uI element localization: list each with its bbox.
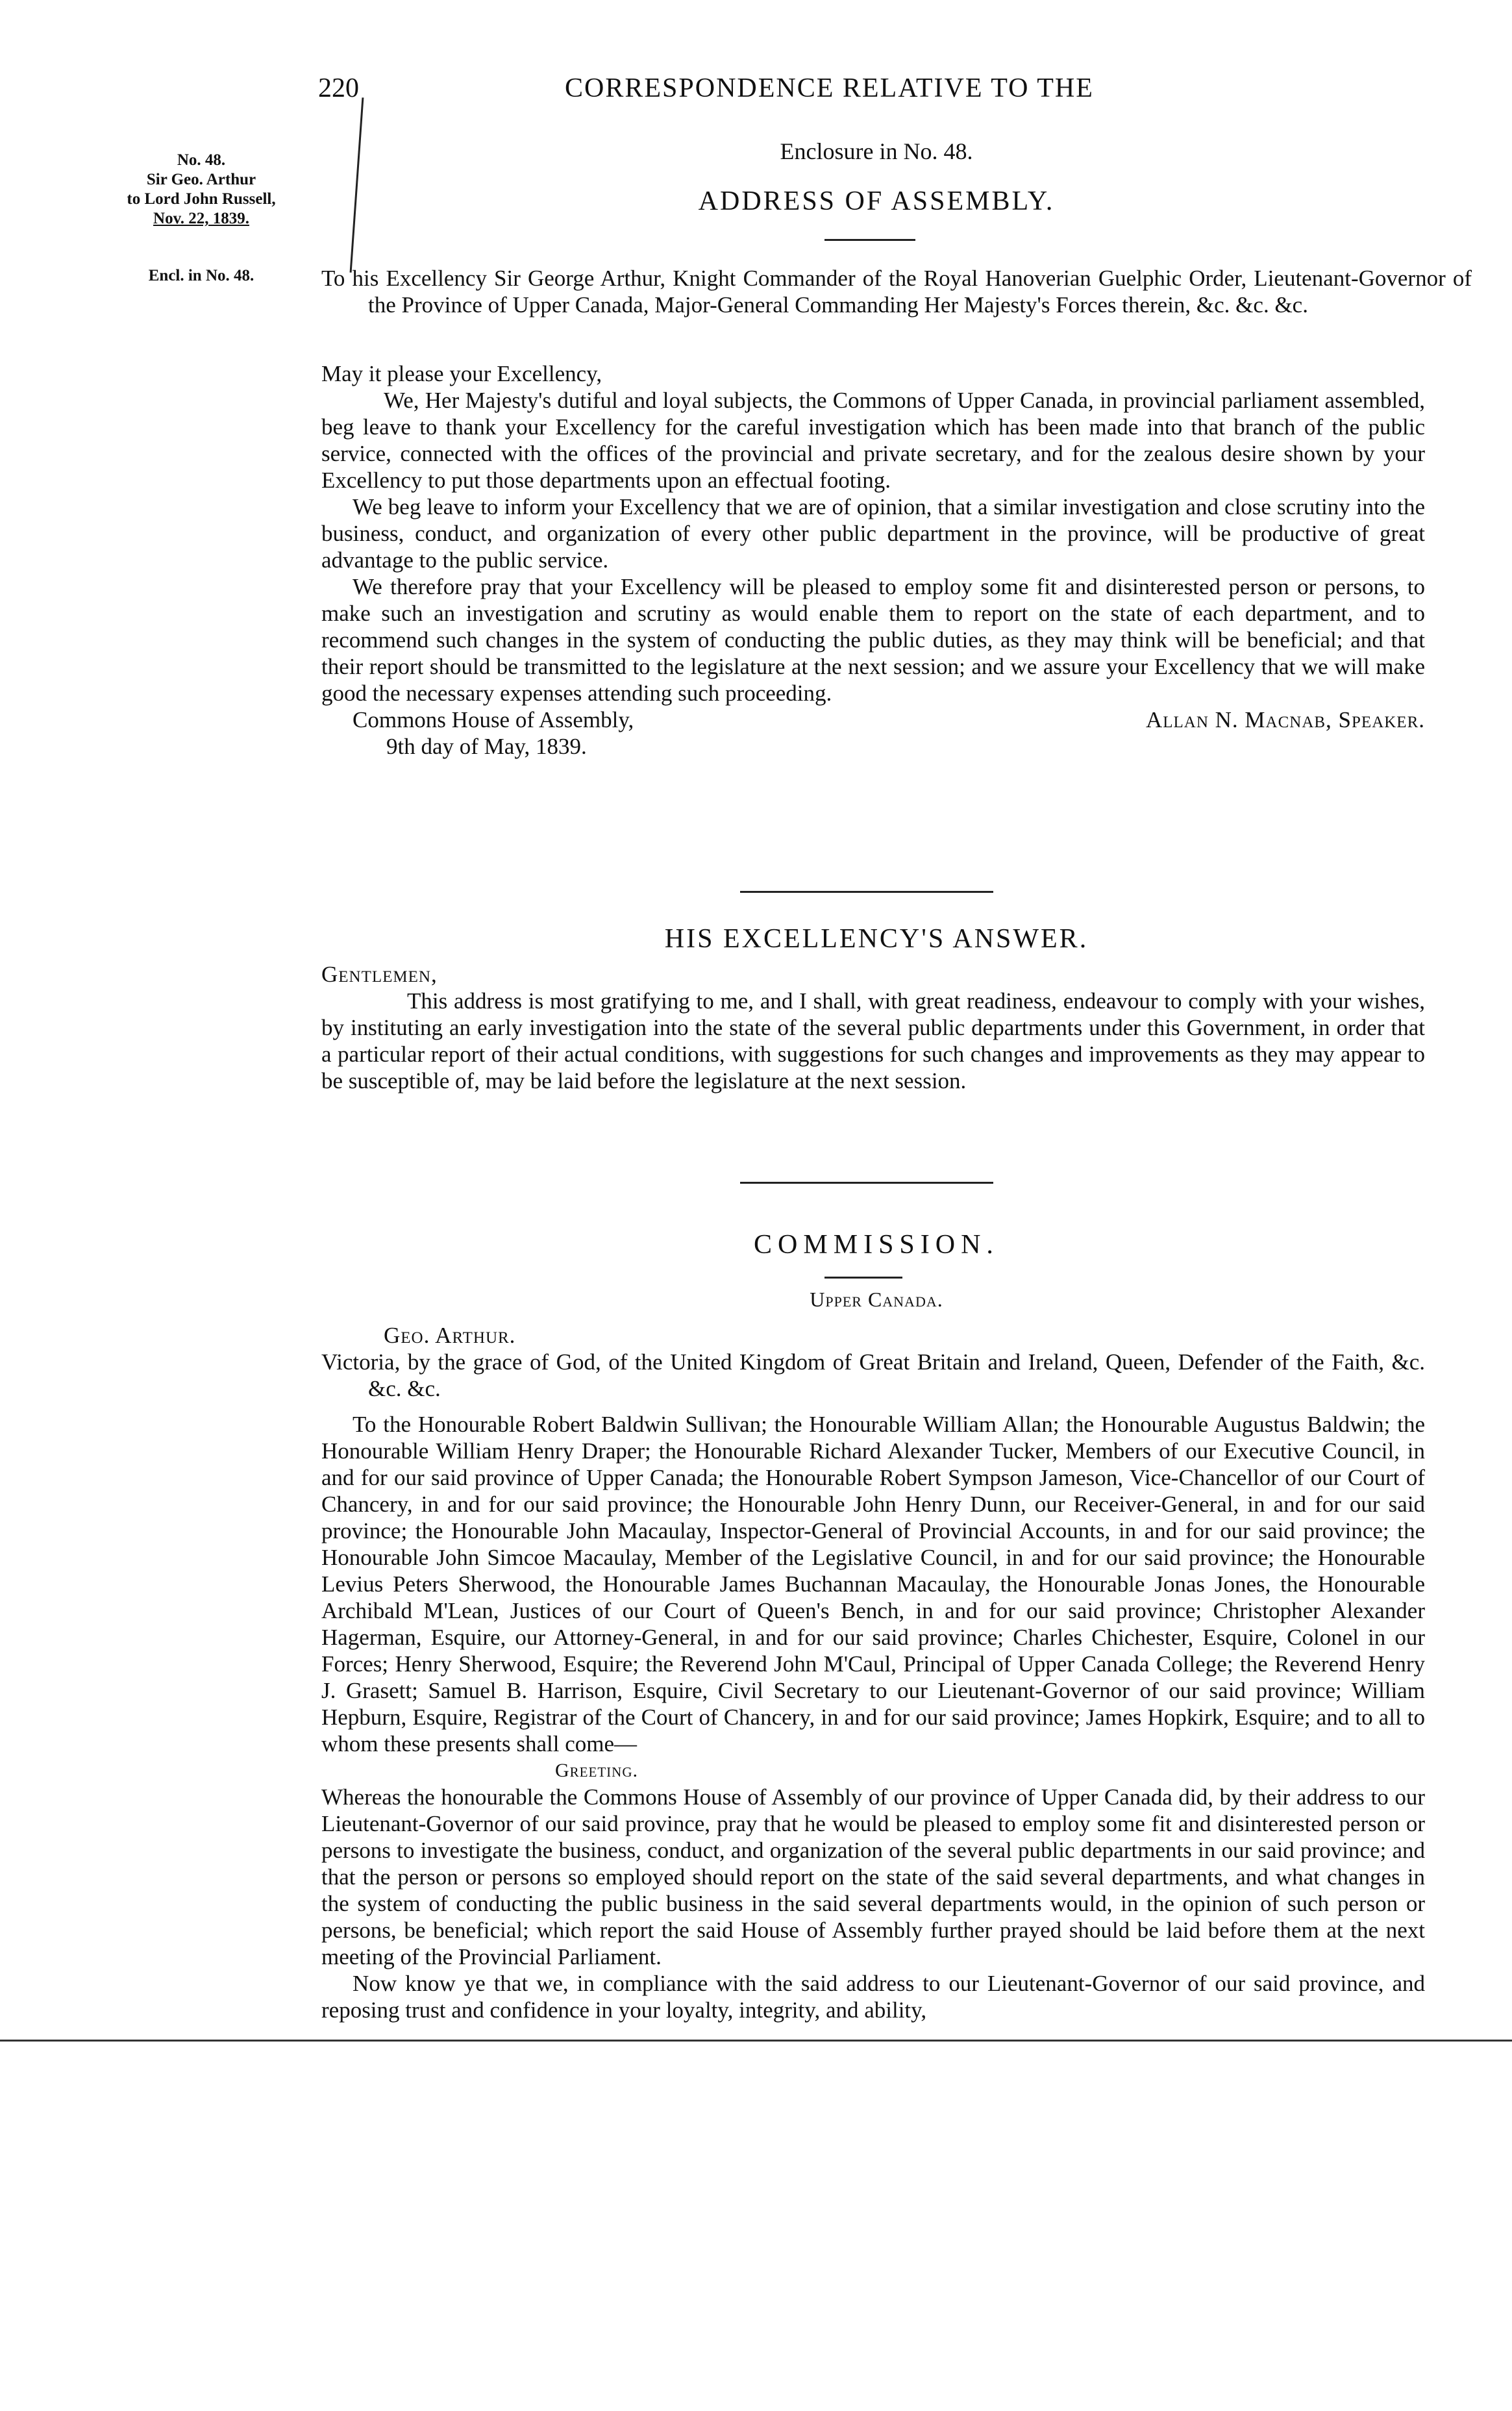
now-know-paragraph: Now know ye that we, in compliance with the said address to our Lieutenant-Governor of our said province, and reposing trust and confidence in your loyalty, integrity, and ability,: [321, 1971, 1425, 2023]
answer-salutation: Gentlemen,: [321, 962, 438, 987]
addressee: To his Excellency Sir George Arthur, Knight Commander of the Royal Hanoverian Guelphic Order, Lieutenant-Governor of the Province of Upper Canada, Major-General Commanding Her Majesty's Forces therein, &c. &c. &c.: [321, 266, 1472, 318]
margin-enclosure-note: Encl. in No. 48.: [148, 267, 254, 284]
margin-reference: [78, 151, 325, 229]
royal-style: Victoria, by the grace of God, of the United Kingdom of Great Britain and Ireland, Queen, Defender of the Faith, &c. &c. &c.: [321, 1349, 1425, 1401]
commission-body: [321, 1322, 1425, 2023]
title-rule: [824, 1277, 902, 1279]
margin-divider: [350, 97, 364, 273]
whereas-paragraph: Whereas the honourable the Commons House of Assembly of our province of Upper Canada did, by their address to our Lieutenant-Governor of our said province, pray that he would be pleased to employ some fit and disinterested person or persons to investigate the business, conduct, and organization of the several public departments in our said province; and that the person or persons so employed should report on the state of the said several departments, and what changes in the system of conducting the public business in the said several departments would, in the opinion of such person or persons, be beneficial; which report the said House of Assembly further prayed should be laid before them at the next meeting of the Provincial Parliament.: [321, 1784, 1425, 1969]
margin-ref-line: Nov. 22, 1839.: [153, 210, 249, 227]
signed-by: Geo. Arthur.: [384, 1323, 516, 1348]
commission-addressees: To the Honourable Robert Baldwin Sullivan; the Honourable William Allan; the Honourable Augustus Baldwin; the Honourable William Henry Draper; the Honourable Richard Alexander Tucker, Members of our Executive Council, in and for our said province of Upper Canada; the Honourable Robert Sympson Jameson, Vice-Chancellor of our Court of Chancery, in and for our said province; the Honourable John Henry Dunn, our Receiver-General, in and for our said province; the Honourable John Macaulay, Inspector-General of Provincial Accounts, in and for our said province; the Honourable John Simcoe Macaulay, Member of the Legislative Council, in and for our said province; the Honourable Levius Peters Sherwood, the Honourable James Buchannan Macaulay, the Honourable Jonas Jones, the Honourable Archibald M'Lean, Justices of our Court of Queen's Bench, in and for our said province; Christopher Alexander Hagerman, Esquire, our Attorney-General, in and for our said province; Charles Chichester, Esquire, Colonel in our Forces; Henry Sherwood, Esquire; the Reverend John M'Caul, Principal of Upper Canada College; the Reverend Henry J. Grasett; Samuel B. Harrison, Esquire, Civil Secretary to our Lieutenant-Governor of our said province; William Hepburn, Esquire, Registrar of the Court of Chancery, in and for our said province; James Hopkirk, Esquire; and to all to whom these presents shall come—: [321, 1412, 1425, 1756]
greeting: Greeting.: [555, 1760, 638, 1781]
enclosure-label: Enclosure in No. 48.: [780, 138, 973, 164]
fold-crease: [0, 2040, 1512, 2042]
place-line: Commons House of Assembly,: [353, 707, 634, 732]
address-paragraph: We, Her Majesty's dutiful and loyal subjects, the Commons of Upper Canada, in provincial parliament assembled, beg leave to thank your Excellency for the careful investigation which has been made into that branch of the public service, connected with the offices of the provincial and private secretary, and for the zealous desire shown by your Excellency to put those departments upon an effectual footing.: [321, 388, 1425, 493]
answer-body: [321, 961, 1425, 1094]
margin-ref-line: to Lord John Russell,: [127, 190, 276, 208]
speaker-signature: Allan N. Macnab, Speaker.: [1145, 707, 1425, 732]
date-line: 9th day of May, 1839.: [386, 734, 587, 759]
commission-title: COMMISSION.: [754, 1230, 999, 1260]
running-head: CORRESPONDENCE RELATIVE TO THE: [565, 73, 1094, 103]
margin-ref-line: Sir Geo. Arthur: [146, 171, 256, 188]
answer-title: HIS EXCELLENCY'S ANSWER.: [664, 924, 1089, 954]
margin-ref-line: No. 48.: [177, 151, 226, 169]
page-number: 220: [318, 73, 359, 103]
section-rule: [740, 1182, 993, 1184]
title-rule: [824, 239, 915, 241]
commission-place: Upper Canada.: [810, 1288, 943, 1311]
section-rule: [740, 891, 993, 893]
page-header: [0, 73, 1512, 112]
salutation: May it please your Excellency,: [321, 361, 602, 386]
signature-row: [321, 706, 1425, 733]
address-title: ADDRESS OF ASSEMBLY.: [698, 186, 1055, 216]
answer-paragraph: This address is most gratifying to me, and I shall, with great readiness, endeavour to comply with your wishes, by instituting an early investigation into the state of the several public departments under this Government, in order that a particular report of their actual conditions, with suggestions for such changes and improvements as they may appear to be susceptible of, may be laid before the legislature at the next session.: [321, 988, 1425, 1093]
address-paragraph: We therefore pray that your Excellency will be pleased to employ some fit and disinterested person or persons, to make such an investigation and scrutiny as would enable them to report on the state of each department, and to recommend such changes in the system of conducting the public duties, as they may think will be beneficial; and that their report should be transmitted to the legislature at the next session; and we assure your Excellency that we will make good the necessary expenses attending such proceeding.: [321, 574, 1425, 706]
address-body: [321, 360, 1425, 760]
address-paragraph: We beg leave to inform your Excellency that we are of opinion, that a similar investigation and close scrutiny into the business, conduct, and organization of every other public department in the province, will be productive of great advantage to the public service.: [321, 494, 1425, 573]
